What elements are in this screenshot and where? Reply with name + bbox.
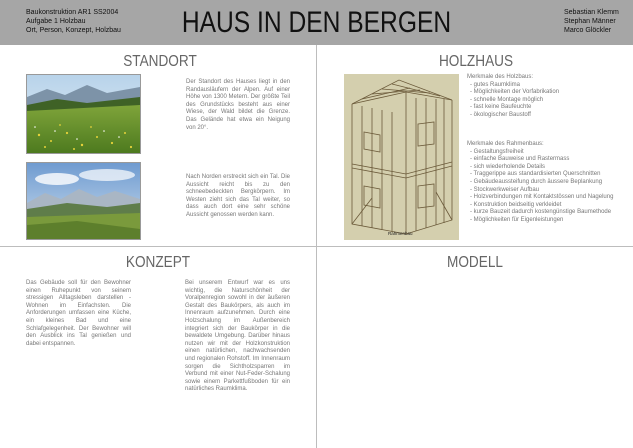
timber-frame-drawing — [344, 74, 459, 240]
horizontal-divider — [0, 246, 633, 247]
list-item: - fast keine Baufeuchte — [470, 104, 532, 111]
list-item: - Möglichkeiten für Eigenleistungen — [470, 216, 564, 223]
section-title-standort: STANDORT — [123, 53, 197, 70]
list-item: - gutes Raumklima — [470, 81, 521, 88]
list-item: - Konstruktion beidseitig verkleidet — [470, 201, 562, 208]
author-name: Sebastian Klemm — [564, 9, 619, 16]
course-line: Aufgabe 1 Holzbau — [26, 18, 86, 25]
list-item: - Stockwerkweiser Aufbau — [470, 186, 540, 193]
list-item: - schnelle Montage möglich — [470, 96, 544, 103]
course-line: Ort, Person, Konzept, Holzbau — [26, 27, 121, 34]
author-list — [564, 8, 619, 35]
section-title-holzhaus: HOLZHAUS — [438, 53, 514, 70]
page-title: HAUS IN DEN BERGEN — [181, 6, 452, 39]
list-item: - Gestaltungsfreiheit — [470, 148, 524, 155]
standort-text-2: Nach Norden erstreckt sich ein Tal. Die Aussicht reicht bis zu den schneebedeckten Bergkörpern. Im Westen zieht sich das Tal weiter, so dass auch dort eine sehr schöne Aussicht genossen werden kann. — [186, 174, 290, 218]
author-name: Stephan Männer — [564, 18, 616, 25]
section-title-modell: MODELL — [447, 254, 503, 271]
course-line: Baukonstruktion AR1 SS2004 — [26, 9, 119, 16]
konzept-text-1: Das Gebäude soll für den Bewohner einen Ruhepunkt von seinem stressigen Alltagsleben darstellen - Wohnen im Einfachsten. Die Anforderungen umfassen eine Küche, ein kleines Bad und eine Schlafgelegenheit. Der Bewohner will den Ausblick ins Tal genießen und dabei entspannen. — [26, 280, 131, 347]
list-heading: Merkmale des Holzbaus: — [467, 74, 534, 80]
standort-text-1: Der Standort des Hauses liegt in den Randausläufern der Alpen. Auf einer Höhe von 1300 Metern. Der größte Teil des Grundstücks besteht aus einer Wiese, der Wald bildet die Grenze. Das Gelände hat etwa ein Neigung von 20°. — [186, 79, 290, 131]
list-item: - ökologischer Baustoff — [470, 111, 531, 118]
list-item: - sich wiederholende Details — [470, 163, 546, 170]
image-caption: Rahmenbau — [388, 231, 413, 236]
author-name: Marco Glöckler — [564, 27, 612, 34]
list-item: - Möglichkeiten der Vorfabrikation — [470, 89, 560, 96]
konzept-text-2: Bei unserem Entwurf war es uns wichtig, die Naturschönheit der Voralpenregion sowohl in der äußeren Gestalt des Baukörpers, als auch im Innenraum aufzunehmen. Durch eine Holzschalung im Außenbereich integriert sich der Baukörper in die bewaldete Umgebung. Darüber hinaus nutzen wir mit der Holzkonstruktion einen natürlichen, nachwachsenden und regionalen Rohstoff. Im Innenraum sorgen die Sichtholzsparren im Verbund mit einer Nut-Feder-Schalung sowie einem Parkettfußboden für ein natürliches Raumklima. — [185, 280, 290, 393]
list-item: - Traggerippe aus standardisierten Querschnitten — [470, 171, 601, 178]
section-title-konzept: KONZEPT — [125, 254, 191, 271]
list-item: - Gebäudeaussteifung durch äussere Beplankung — [470, 178, 603, 185]
valley-photo — [26, 162, 141, 240]
holzbau-features — [467, 74, 632, 120]
list-heading: Merkmale des Rahmenbaus: — [467, 141, 544, 147]
list-item: - Holzverbindungen mit Kontaktstössen und Nagelung — [470, 194, 614, 201]
rahmenbau-features — [467, 141, 632, 225]
meadow-photo — [26, 74, 141, 154]
list-item: - kurze Bauzeit dadurch kostengünstige Baumethode — [470, 209, 612, 216]
list-item: - einfache Bauweise und Rastermass — [470, 156, 570, 163]
